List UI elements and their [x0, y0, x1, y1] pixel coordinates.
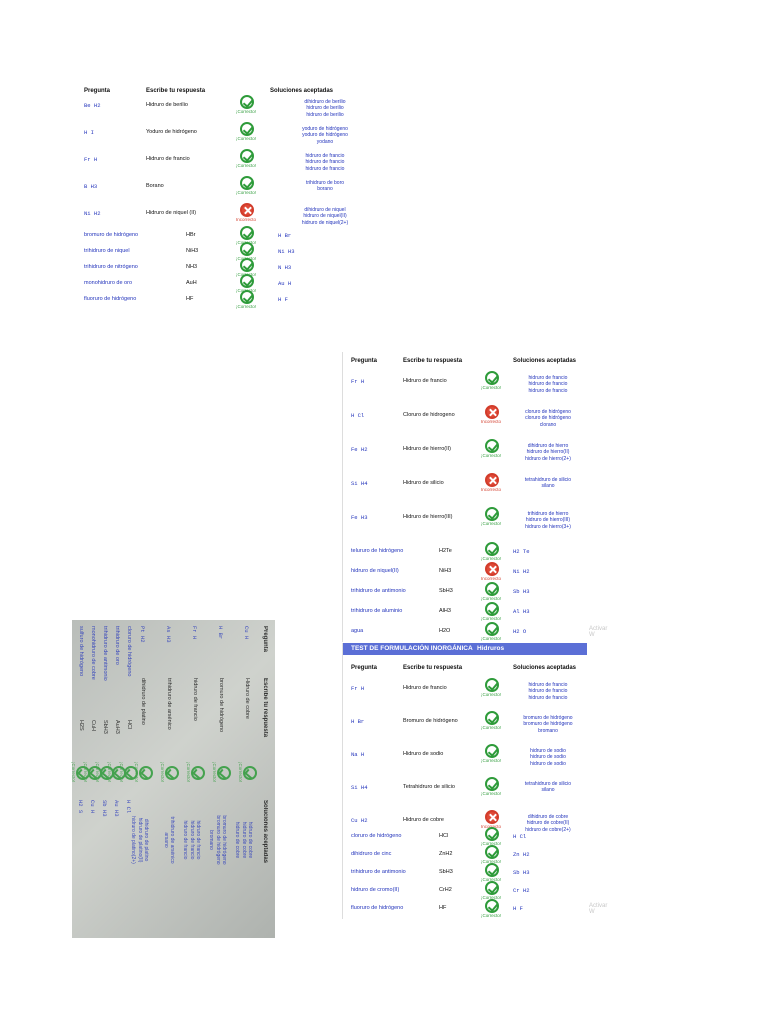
correct-label: ¡Correcto! [481, 841, 502, 846]
correct-label: ¡Correcto! [236, 288, 257, 293]
accepted-solutions: cloruro de hidrógeno cloruro de hidrógeno clorano [525, 409, 571, 428]
correct-label: ¡Correcto! [236, 109, 257, 114]
check-icon [243, 766, 257, 780]
question-name: bromuro de hidrógeno [84, 232, 139, 238]
incorrect-label: Incorrecto [481, 419, 502, 424]
question-formula: Ni H2 [84, 210, 101, 217]
correct-label: ¡Correcto! [481, 877, 502, 882]
correct-label: ¡Correcto! [236, 256, 257, 261]
correct-label: ¡Correcto! [481, 913, 502, 918]
question-formula: Fe H3 [351, 514, 368, 521]
correct-label: ¡Correcto! [481, 556, 502, 561]
check-icon [485, 899, 499, 913]
check-icon [139, 766, 153, 780]
check-icon [485, 439, 499, 453]
accepted-formula: Sb H3 [101, 800, 108, 817]
answer-text: Hidruro de cobre [403, 817, 444, 823]
answer-text: Hidruro de francio [403, 378, 447, 384]
answer-formula: NiH3 [186, 248, 199, 254]
accepted-solutions: hidruro de francio hidruro de francio hidruro de francio [528, 682, 568, 701]
quiz-screenshot-2 [342, 352, 608, 642]
question-formula: Si H4 [351, 480, 368, 487]
question-name: dihidruro de cinc [351, 851, 392, 857]
correct-label: ¡Correcto! [95, 762, 100, 783]
question-name: trihidruro de oro [114, 626, 120, 665]
quiz-subtitle: Hidruros [477, 645, 505, 652]
accepted-formula: H Cl [125, 800, 132, 814]
correct-label: ¡Correcto! [481, 521, 502, 526]
accepted-solutions: hidruro de francio hidruro de francio hidruro de francio [305, 153, 345, 172]
correct-label: ¡Correcto! [107, 762, 112, 783]
accepted-formula: Au H3 [113, 800, 120, 817]
accepted-formula: Ni H3 [278, 248, 295, 255]
question-formula: Cu H [243, 626, 250, 640]
accepted-solutions: dihidruro de cobre hidruro de cobre(II) hidruro de cobre(2+) [525, 814, 571, 833]
question-formula: Fe H2 [351, 446, 368, 453]
answer-text: Bromuro de hidrógeno [403, 718, 458, 724]
cross-icon [485, 562, 499, 576]
answer-text: Tetrahidruro de silicio [403, 784, 455, 790]
answer-formula: HCl [439, 833, 449, 839]
answer-formula: CrH2 [439, 887, 452, 893]
question-name: trihidruro de antimonio [102, 626, 108, 681]
check-icon [217, 766, 231, 780]
cross-icon [485, 473, 499, 487]
question-formula: Fr H [351, 378, 365, 385]
check-icon [485, 744, 499, 758]
accepted-solutions: hidruro de sodio hidruro de sodio hidruro de sodio [530, 748, 566, 767]
cross-icon [485, 810, 499, 824]
correct-label: ¡Correcto! [236, 304, 257, 309]
answer-text: Hidruro de hierro(II) [403, 446, 451, 452]
question-name: trihidruro de niquel [84, 248, 130, 254]
answer-text: trihidruro de arsénico [166, 678, 172, 730]
check-icon [240, 290, 254, 304]
correct-label: ¡Correcto! [481, 791, 502, 796]
activate-watermark: Activar W [589, 903, 608, 915]
question-name: agua [351, 628, 364, 634]
column-header-pregunta: Pregunta [84, 88, 111, 94]
correct-label: ¡Correcto! [236, 190, 257, 195]
accepted-formula: Cu H [89, 800, 96, 814]
question-formula: Be H2 [84, 102, 101, 109]
column-header-soluciones: Soluciones aceptadas [262, 800, 268, 864]
check-icon [100, 766, 114, 780]
accepted-formula: Cr H2 [513, 887, 530, 894]
correct-label: ¡Correcto! [481, 636, 502, 641]
accepted-formula: Au H [278, 280, 292, 287]
column-header-pregunta: Pregunta [351, 358, 378, 364]
correct-label: ¡Correcto! [119, 762, 124, 783]
check-icon [485, 711, 499, 725]
answer-formula: H2O [439, 628, 451, 634]
answer-text: Hidruro de francio [403, 685, 447, 691]
question-formula: Fr H [84, 156, 98, 163]
question-name: trihidruro de aluminio [351, 608, 403, 614]
answer-formula: NiH3 [439, 568, 452, 574]
correct-label: ¡Correcto! [238, 762, 243, 783]
question-formula: Fr H [191, 626, 198, 640]
column-header-soluciones: Soluciones aceptadas [270, 88, 334, 94]
accepted-formula: Sb H3 [513, 869, 530, 876]
check-icon [485, 582, 499, 596]
accepted-solutions: yoduro de hidrógeno yoduro de hidrógeno yodano [302, 126, 348, 145]
check-icon [165, 766, 179, 780]
rotated-photo [72, 620, 275, 938]
correct-label: ¡Correcto! [481, 725, 502, 730]
question-name: fluoruro de hidrógeno [351, 905, 404, 911]
question-name: fluoruro de hidrógeno [84, 296, 137, 302]
answer-text: hidruro de francio [192, 678, 198, 721]
answer-formula: AlH3 [439, 608, 451, 614]
check-icon [240, 95, 254, 109]
column-header-respuesta: Escribe tu respuesta [403, 358, 463, 364]
correct-label: ¡Correcto! [481, 692, 502, 697]
answer-text: Hidruro de berilio [146, 102, 188, 108]
check-icon [76, 766, 90, 780]
answer-text: Hidruro de niquel (II) [146, 210, 197, 216]
accepted-formula: Zn H2 [513, 851, 530, 858]
correct-label: ¡Correcto! [481, 616, 502, 621]
answer-formula: AuH3 [114, 720, 120, 734]
question-formula: Pt H2 [139, 626, 146, 643]
answer-formula: CuH [90, 720, 96, 732]
accepted-formula: Sb H3 [513, 588, 530, 595]
column-header-respuesta: Escribe tu respuesta [146, 88, 206, 94]
correct-label: ¡Correcto! [236, 272, 257, 277]
question-name: hidruro de cromo(II) [351, 887, 400, 893]
accepted-solutions: dihidruro de berilio hidruro de berilio hidruro de berilio [304, 99, 346, 118]
question-name: sulfuro de hidrógeno [78, 626, 84, 677]
question-formula: As H3 [165, 626, 172, 643]
column-header-respuesta: Escribe tu respuesta [403, 665, 463, 671]
accepted-formula: Al H3 [513, 608, 530, 615]
quiz-title-banner [343, 643, 587, 655]
check-icon [485, 881, 499, 895]
answer-formula: H2S [78, 720, 84, 731]
question-formula: H I [84, 129, 94, 136]
check-icon [240, 274, 254, 288]
correct-label: ¡Correcto! [481, 758, 502, 763]
check-icon [191, 766, 205, 780]
incorrect-label: Incorrecto [481, 487, 502, 492]
accepted-solutions: trihidruro de hierro hidruro de hierro(III) hidruro de hierro(3+) [525, 511, 571, 530]
accepted-solutions: bromuro de hidrógeno bromuro de hidrógeno bromano [523, 715, 573, 734]
correct-label: ¡Correcto! [481, 385, 502, 390]
question-name: cloruro de hidrógeno [126, 626, 132, 677]
accepted-solutions: trihidruro de arsénico arsano [162, 816, 175, 864]
photo-sheet [71, 620, 274, 938]
question-formula: H Br [351, 718, 365, 725]
question-name: cloruro de hidrógeno [351, 833, 402, 839]
check-icon [485, 678, 499, 692]
accepted-formula: H2 O [513, 628, 527, 635]
column-header-respuesta: Escribe tu respuesta [262, 678, 268, 738]
correct-label: ¡Correcto! [236, 163, 257, 168]
correct-label: ¡Correcto! [71, 762, 76, 783]
correct-label: ¡Correcto! [481, 895, 502, 900]
accepted-solutions: dihidruro de niquel hidruro de niquel(II) hidruro de niquel(2+) [301, 207, 349, 226]
check-icon [240, 242, 254, 256]
accepted-solutions: hidruro de francio hidruro de francio hidruro de francio [182, 820, 201, 860]
check-icon [112, 766, 126, 780]
accepted-solutions: trihidruro de boro borano [305, 180, 345, 193]
question-name: telururo de hidrógeno [351, 548, 404, 554]
accepted-formula: H F [513, 905, 523, 912]
accepted-solutions: hidruro de cobre hidruro de cobre hidruro de cobre [234, 821, 253, 859]
answer-formula: HF [186, 296, 194, 302]
question-formula: Si H4 [351, 784, 368, 791]
answer-formula: NH3 [186, 264, 198, 270]
question-formula: H Cl [351, 412, 365, 419]
check-icon [485, 845, 499, 859]
column-header-pregunta: Pregunta [351, 665, 378, 671]
cross-icon [485, 405, 499, 419]
check-icon [485, 827, 499, 841]
answer-formula: SbH3 [102, 720, 108, 734]
check-icon [485, 507, 499, 521]
check-icon [240, 149, 254, 163]
check-icon [124, 766, 138, 780]
answer-formula: ZnH2 [439, 851, 453, 857]
answer-text: Cloruro de hidrogeno [403, 412, 455, 418]
quiz-title: TEST DE FORMULACIÓN INORGÁNICA [351, 645, 473, 652]
correct-label: ¡Correcto! [236, 136, 257, 141]
question-formula: Cu H2 [351, 817, 368, 824]
cross-icon [240, 203, 254, 217]
answer-formula: HBr [186, 232, 196, 238]
check-icon [240, 122, 254, 136]
answer-formula: HF [439, 905, 447, 911]
question-name: monohidruro de oro [84, 280, 133, 286]
answer-text: Borano [146, 183, 164, 189]
accepted-solutions: hidruro de francio hidruro de francio hidruro de francio [528, 375, 568, 394]
question-name: monohidruro de cobre [90, 626, 96, 680]
accepted-solutions: dihidruro de platino hidruro de platino(II) hidruro de platino(2+) [130, 816, 149, 864]
answer-text: Hidruro de silicio [403, 480, 444, 486]
quiz-screenshot-1 [80, 84, 380, 309]
correct-label: ¡Correcto! [481, 453, 502, 458]
check-icon [485, 777, 499, 791]
incorrect-label: Incorrecto [236, 217, 257, 222]
correct-label: ¡Correcto! [212, 762, 217, 783]
question-name: trihidruro de antimonio [351, 588, 406, 594]
answer-text: Hidruro de francio [146, 156, 190, 162]
question-formula: Na H [351, 751, 365, 758]
accepted-solutions: dihidruro de hierro hidruro de hierro(II) hidruro de hierro(2+) [525, 443, 571, 462]
answer-text: bromuro de hidrógeno [218, 678, 224, 733]
answer-formula: AuH [186, 280, 197, 286]
accepted-formula: H2 S [77, 800, 84, 814]
correct-label: ¡Correcto! [481, 859, 502, 864]
question-formula: H Br [217, 626, 224, 640]
check-icon [88, 766, 102, 780]
incorrect-label: Incorrecto [481, 824, 502, 829]
correct-label: ¡Correcto! [160, 762, 165, 783]
column-header-soluciones: Soluciones aceptadas [513, 665, 577, 671]
accepted-solutions: tetrahidruro de silicio silano [524, 781, 572, 794]
check-icon [485, 542, 499, 556]
accepted-formula: H Br [278, 232, 292, 239]
check-icon [485, 371, 499, 385]
quiz-screenshot-3 [342, 643, 608, 919]
activate-watermark: Activar W [589, 626, 608, 638]
answer-text: Yoduro de hidrógeno [146, 129, 197, 135]
question-name: trihidruro de antimonio [351, 869, 406, 875]
check-icon [485, 622, 499, 636]
accepted-formula: H2 Te [513, 548, 530, 555]
incorrect-label: Incorrecto [481, 576, 502, 581]
check-icon [240, 176, 254, 190]
accepted-formula: N H3 [278, 264, 292, 271]
correct-label: ¡Correcto! [83, 762, 88, 783]
accepted-formula: H Cl [513, 833, 527, 840]
answer-text: Hidruro de sodio [403, 751, 444, 757]
accepted-formula: Ni H2 [513, 568, 530, 575]
check-icon [485, 863, 499, 877]
answer-formula: HCl [126, 720, 132, 730]
answer-formula: H2Te [439, 548, 452, 554]
answer-text: Hidruro de hierro(III) [403, 514, 453, 520]
answer-text: dihidruro de platino [140, 678, 146, 725]
column-header-soluciones: Soluciones aceptadas [513, 358, 577, 364]
question-formula: Fr H [351, 685, 365, 692]
check-icon [240, 226, 254, 240]
question-name: hidruro de niquel(II) [351, 568, 399, 574]
correct-label: ¡Correcto! [236, 240, 257, 245]
question-formula: B H3 [84, 183, 98, 190]
check-icon [240, 258, 254, 272]
column-header-pregunta: Pregunta [262, 626, 268, 653]
accepted-solutions: bromuro de hidrógeno bromuro de hidrógeno bromano [208, 815, 227, 865]
accepted-formula: H F [278, 296, 288, 303]
correct-label: ¡Correcto! [186, 762, 191, 783]
answer-formula: SbH3 [439, 588, 453, 594]
question-name: trihidruro de nitrógeno [84, 264, 138, 270]
correct-label: ¡Correcto! [481, 596, 502, 601]
answer-text: Hidruro de cobre [244, 678, 250, 719]
correct-label: ¡Correcto! [134, 762, 139, 783]
answer-formula: SbH3 [439, 869, 453, 875]
accepted-solutions: tetrahidruro de silicio silano [524, 477, 572, 490]
check-icon [485, 602, 499, 616]
